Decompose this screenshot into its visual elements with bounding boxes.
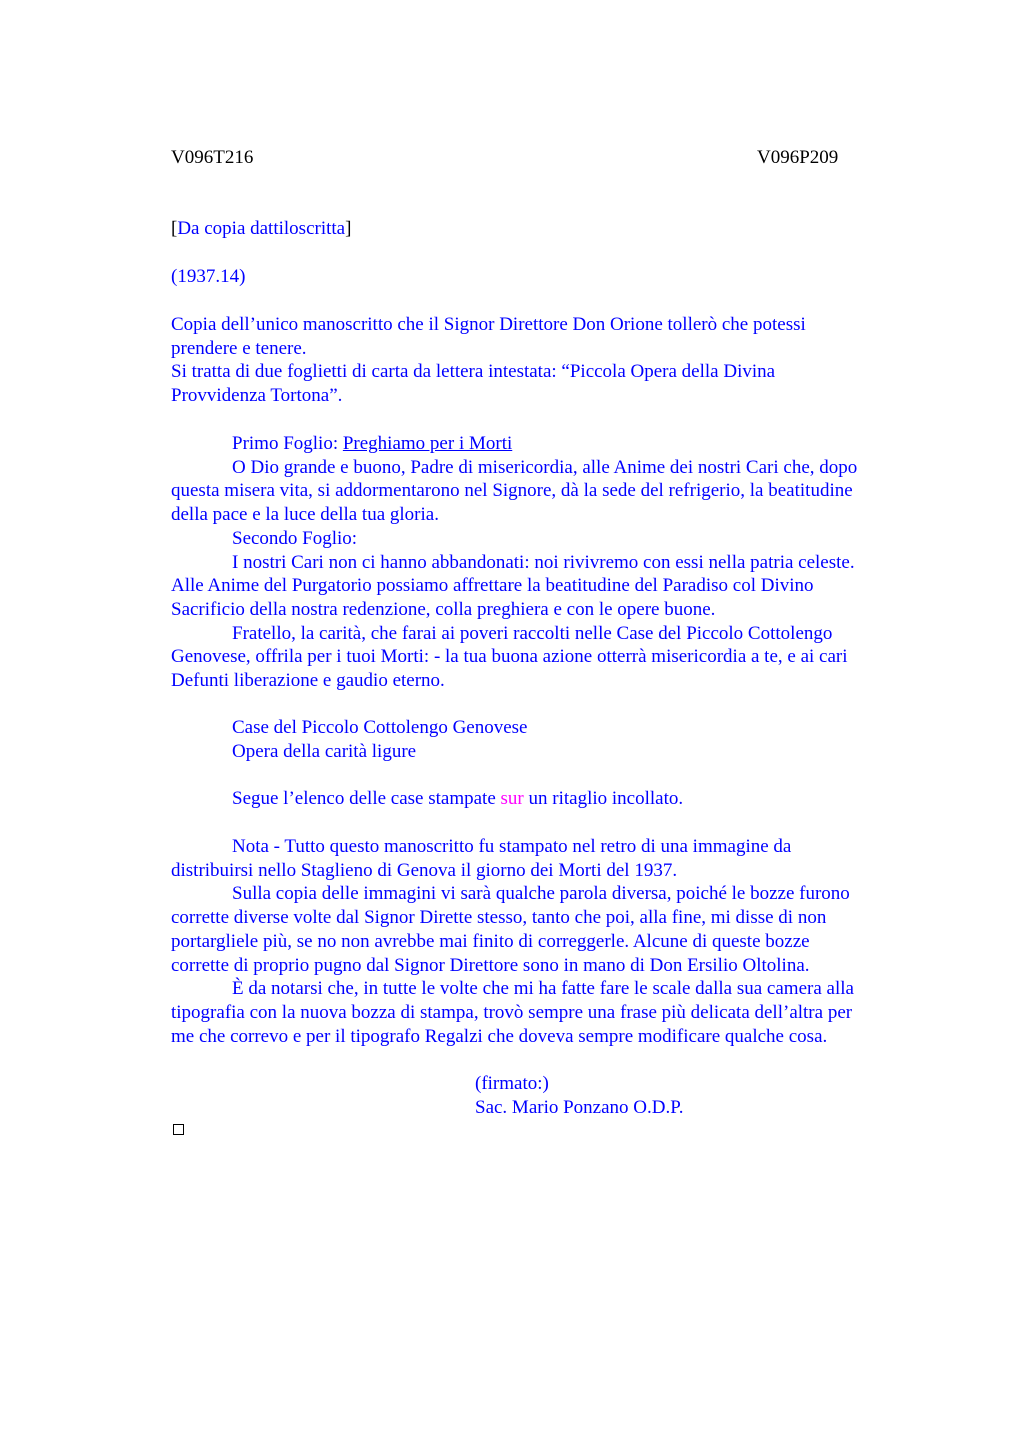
first-sheet-section bbox=[171, 432, 913, 693]
institution-block bbox=[171, 716, 913, 763]
nota-line: tipografia con la nuova bozza di stampa, trovò sempre una frase più delicata dell’altra per bbox=[171, 1001, 853, 1023]
first-sheet-label: Primo Foglio: bbox=[232, 433, 343, 454]
second-sheet-line: Genovese, offrila per i tuoi Morti: - la tua buona azione otterrà misericordia a te, e ai cari bbox=[171, 646, 848, 668]
second-sheet-line: Defunti liberazione e gaudio eterno. bbox=[171, 670, 445, 692]
nota-line: me che correvo e per il tipografo Regalzi che doveva sempre modificare qualche cosa. bbox=[171, 1025, 828, 1047]
signature-block bbox=[475, 1072, 683, 1119]
second-sheet-line: I nostri Cari non ci hanno abbandonati: noi rivivremo con essi nella patria celeste. bbox=[232, 551, 855, 573]
intro-line: Si tratta di due foglietti di carta da lettera intestata: “Piccola Opera della Divina bbox=[171, 361, 776, 383]
checkbox-square-icon bbox=[173, 1124, 184, 1135]
first-sheet-title: Preghiamo per i Morti bbox=[342, 433, 513, 454]
nota-line: portargliele più, se no non avrebbe mai finito di correggerle. Alcune di queste bozze bbox=[171, 930, 810, 952]
first-sheet-line: questa misera vita, si addormentarono nel Signore, dà la sede del refrigerio, la beatitudine bbox=[171, 480, 853, 502]
nota-line: corrette diverse volte dal Signor Dirette stesso, tanto che poi, alla fine, mi disse di non bbox=[171, 907, 827, 929]
list-note-before: Segue l’elenco delle case stampate bbox=[232, 788, 501, 809]
institution-line: Opera della carità ligure bbox=[232, 740, 417, 762]
signature-name: Sac. Mario Ponzano O.D.P. bbox=[475, 1096, 684, 1118]
signature-label: (firmato:) bbox=[475, 1073, 549, 1094]
source-note bbox=[171, 217, 913, 241]
nota-section bbox=[171, 835, 913, 1048]
reference-number: (1937.14) bbox=[171, 266, 246, 287]
second-sheet-line: Fratello, la carità, che farai ai poveri raccolti nelle Case del Piccolo Cottolengo bbox=[232, 622, 833, 644]
nota-line: corrette di proprio pugno dal Signor Direttore sono in mano di Don Ersilio Oltolina. bbox=[171, 954, 810, 976]
nota-line: distribuirsi nello Staglieno di Genova il giorno dei Morti del 1937. bbox=[171, 859, 678, 881]
list-note bbox=[171, 787, 913, 811]
institution-line: Case del Piccolo Cottolengo Genovese bbox=[232, 717, 528, 738]
first-sheet-line: O Dio grande e buono, Padre di misericordia, alle Anime dei nostri Cari che, dopo bbox=[232, 456, 858, 478]
document-code-left: V096T216 bbox=[171, 147, 254, 168]
source-note-text: Da copia dattiloscritta bbox=[177, 218, 346, 239]
first-sheet-line: della pace e la luce della tua gloria. bbox=[171, 504, 439, 526]
list-note-after: un ritaglio incollato. bbox=[523, 788, 684, 809]
second-sheet-line: Sacrificio della nostra redenzione, colla preghiera e con le opere buone. bbox=[171, 598, 716, 620]
document-code-right: V096P209 bbox=[757, 147, 839, 168]
source-note-open-bracket: [ bbox=[171, 218, 178, 239]
second-sheet-label: Secondo Foglio: bbox=[232, 527, 358, 549]
intro-line: prendere e tenere. bbox=[171, 337, 307, 359]
nota-line: È da notarsi che, in tutte le volte che mi ha fatte fare le scale dalla sua camera alla bbox=[232, 978, 854, 1000]
intro-line: Copia dell’unico manoscritto che il Signor Direttore Don Orione tollerò che potessi bbox=[171, 314, 806, 335]
first-sheet-heading bbox=[171, 432, 913, 456]
intro-paragraph bbox=[171, 313, 913, 408]
intro-line: Provvidenza Tortona”. bbox=[171, 385, 343, 407]
second-sheet-line: Alle Anime del Purgatorio possiamo affrettare la beatitudine del Paradiso col Divino bbox=[171, 575, 814, 597]
list-note-highlight: sur bbox=[500, 788, 524, 809]
nota-line: Nota - Tutto questo manoscritto fu stampato nel retro di una immagine da bbox=[232, 836, 792, 857]
source-note-close-bracket: ] bbox=[345, 218, 352, 239]
nota-line: Sulla copia delle immagini vi sarà qualche parola diversa, poiché le bozze furono bbox=[232, 883, 850, 905]
